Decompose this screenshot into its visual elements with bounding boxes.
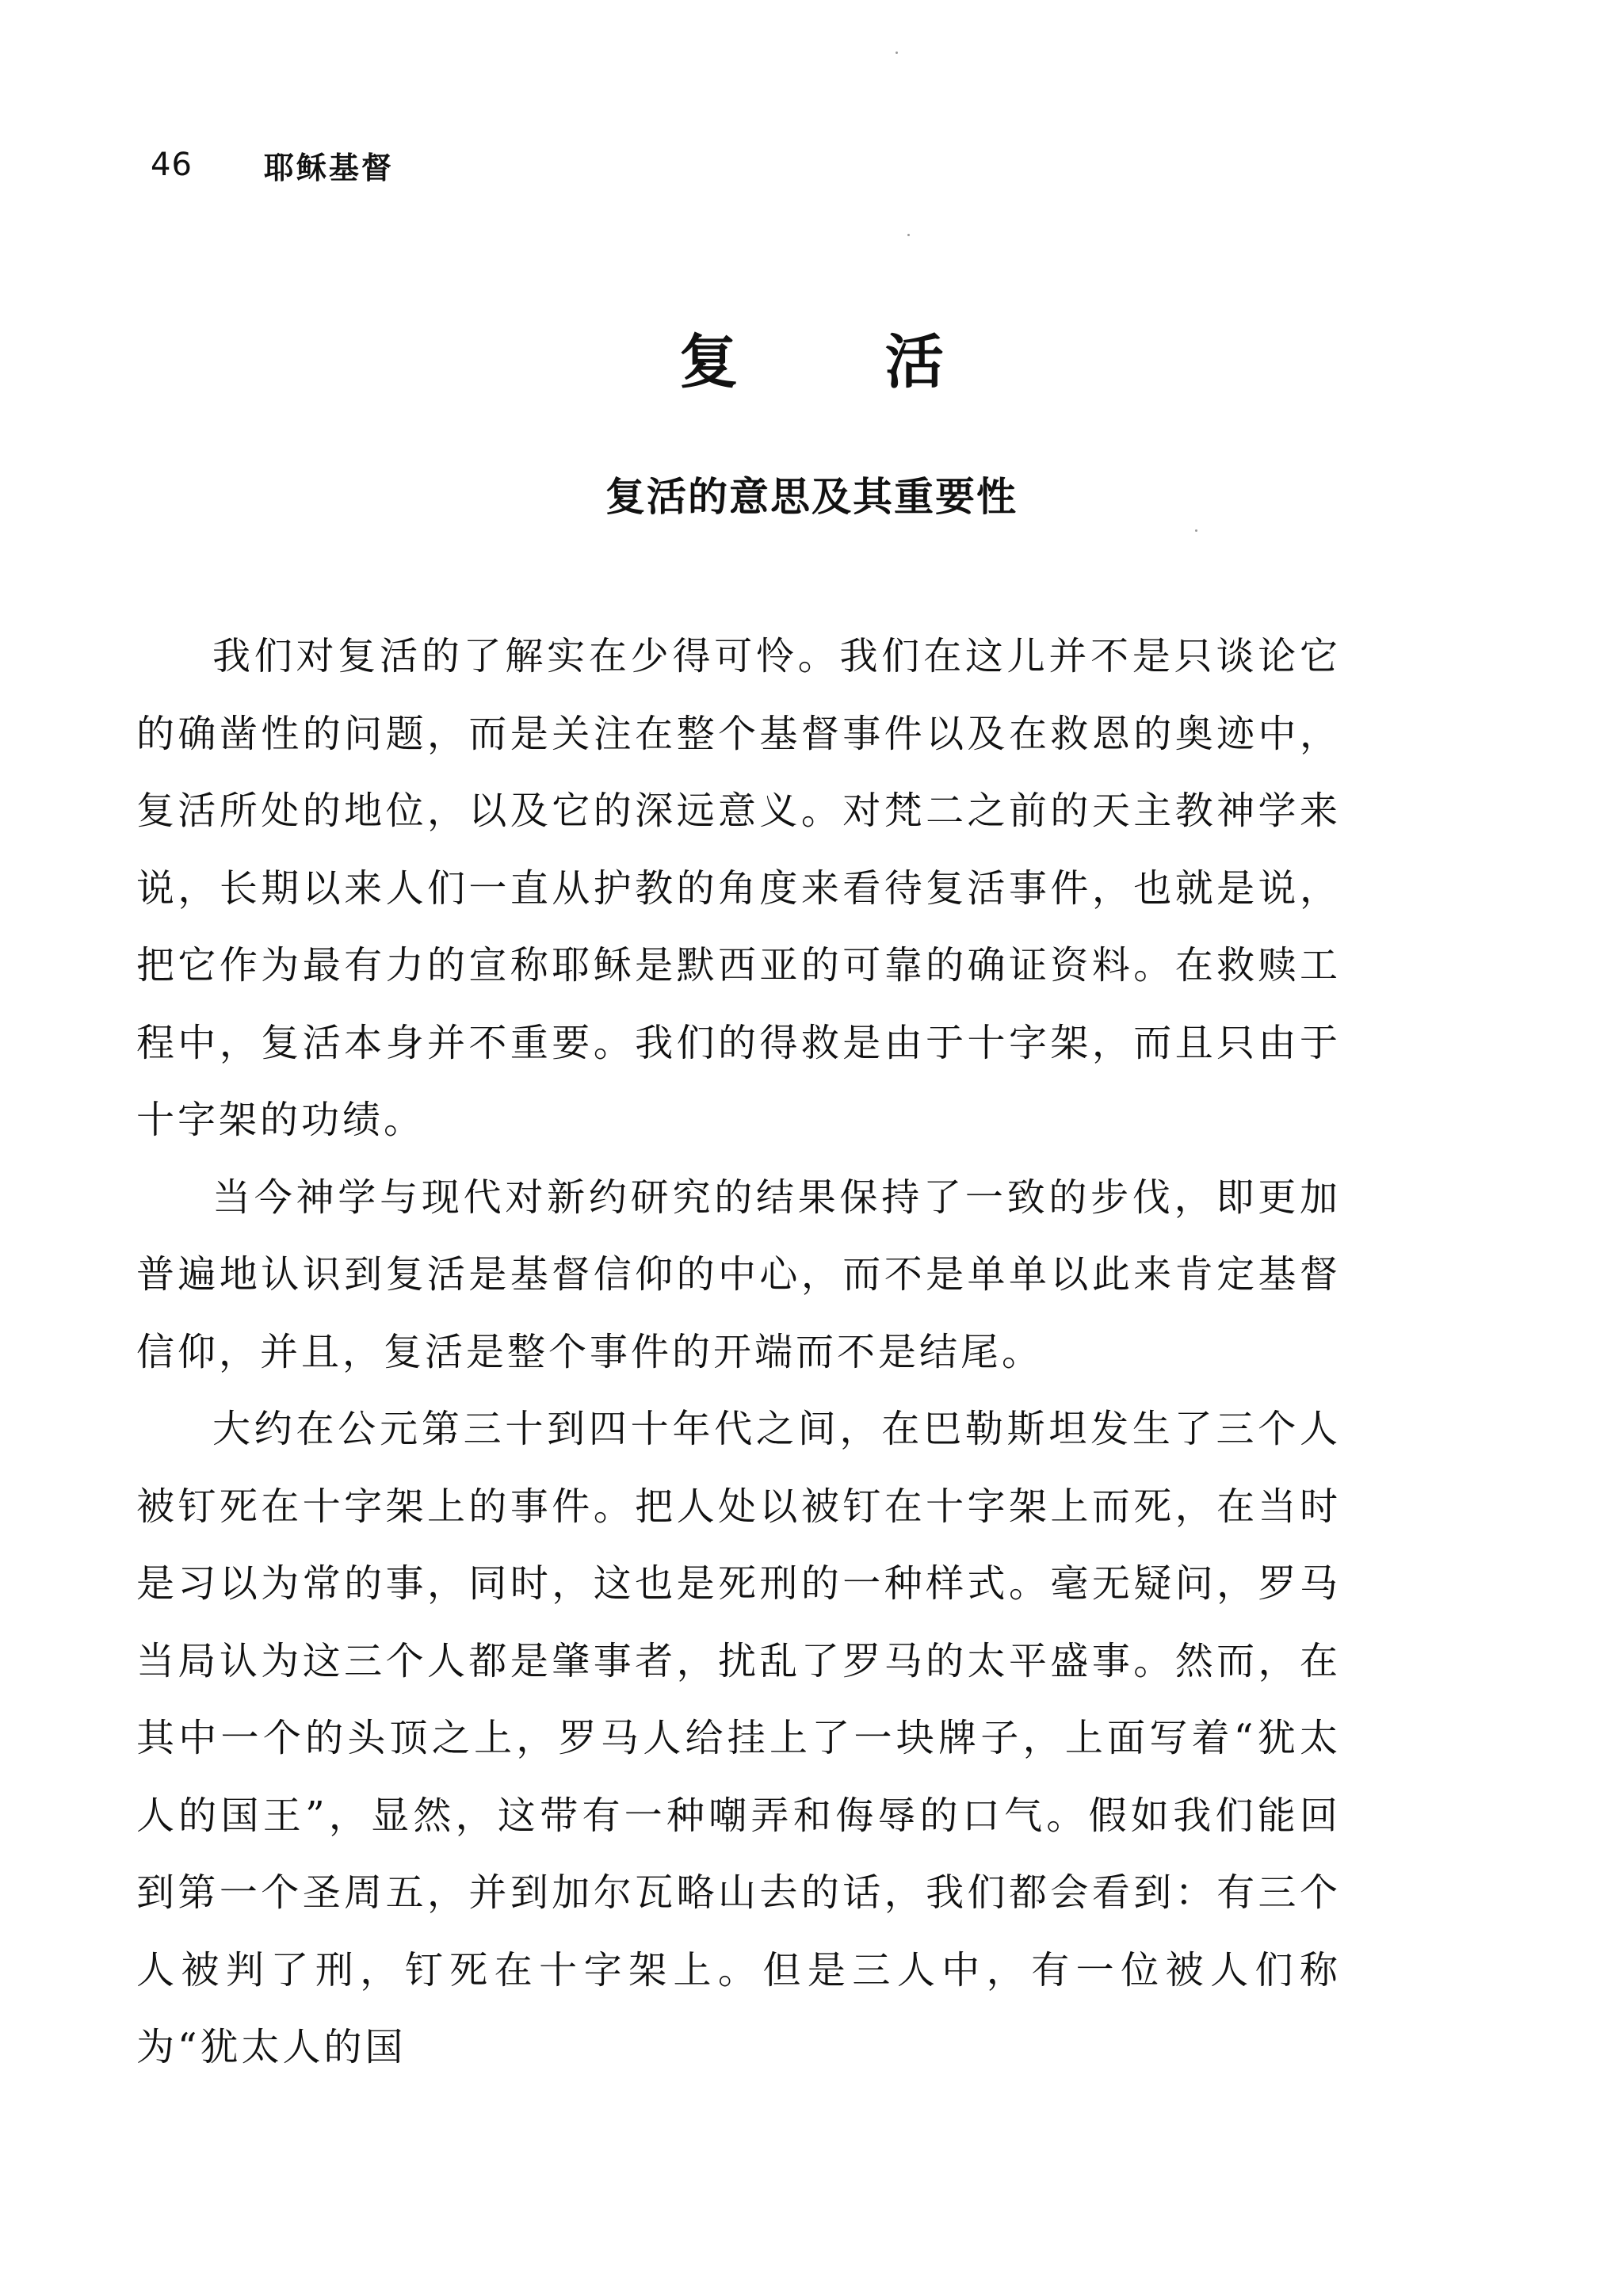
body-text (136, 618, 1341, 2087)
page-number: 46 (151, 147, 193, 183)
scan-speck (1195, 529, 1197, 532)
paragraph: 当今神学与现代对新约研究的结果保持了一致的步伐，即更加普遍地认识到复活是基督信仰的中心，而不是单单以此来肯定基督信仰，并且，复活是整个事件的开端而不是结尾。 (136, 1175, 1341, 1374)
scan-speck (907, 234, 910, 236)
scan-speck (896, 52, 898, 54)
chapter-title: 复 活 (679, 328, 1007, 396)
page-header (151, 141, 394, 189)
paragraph: 我们对复活的了解实在少得可怜。我们在这儿并不是只谈论它的确凿性的问题，而是关注在整个基督事件以及在救恩的奥迹中，复活所处的地位，以及它的深远意义。对梵二之前的天主教神学来说，长期以来人们一直从护教的角度来看待复活事件，也就是说，把它作为最有力的宣称耶稣是默西亚的可靠的确证资料。在救赎工程中，复活本身并不重要。我们的得救是由于十字架，而且只由于十字架的功绩。 (136, 634, 1341, 1142)
section-title: 复活的意思及其重要性 (605, 474, 1018, 520)
running-title: 耶稣基督 (263, 149, 394, 185)
paragraph: 大约在公元第三十到四十年代之间，在巴勒斯坦发生了三个人被钉死在十字架上的事件。把人处以被钉在十字架上而死，在当时是习以为常的事，同时，这也是死刑的一种样式。毫无疑问，罗马当局认为这三个人都是肇事者，扰乱了罗马的太平盛事。然而，在其中一个的头顶之上，罗马人给挂上了一块牌子，上面写着“犹太人的国王”，显然，这带有一种嘲弄和侮辱的口气。假如我们能回到第一个圣周五，并到加尔瓦略山去的话，我们都会看到：有三个人被判了刑，钉死在十字架上。但是三人中，有一位被人们称为“犹太人的国 (136, 1407, 1341, 2069)
